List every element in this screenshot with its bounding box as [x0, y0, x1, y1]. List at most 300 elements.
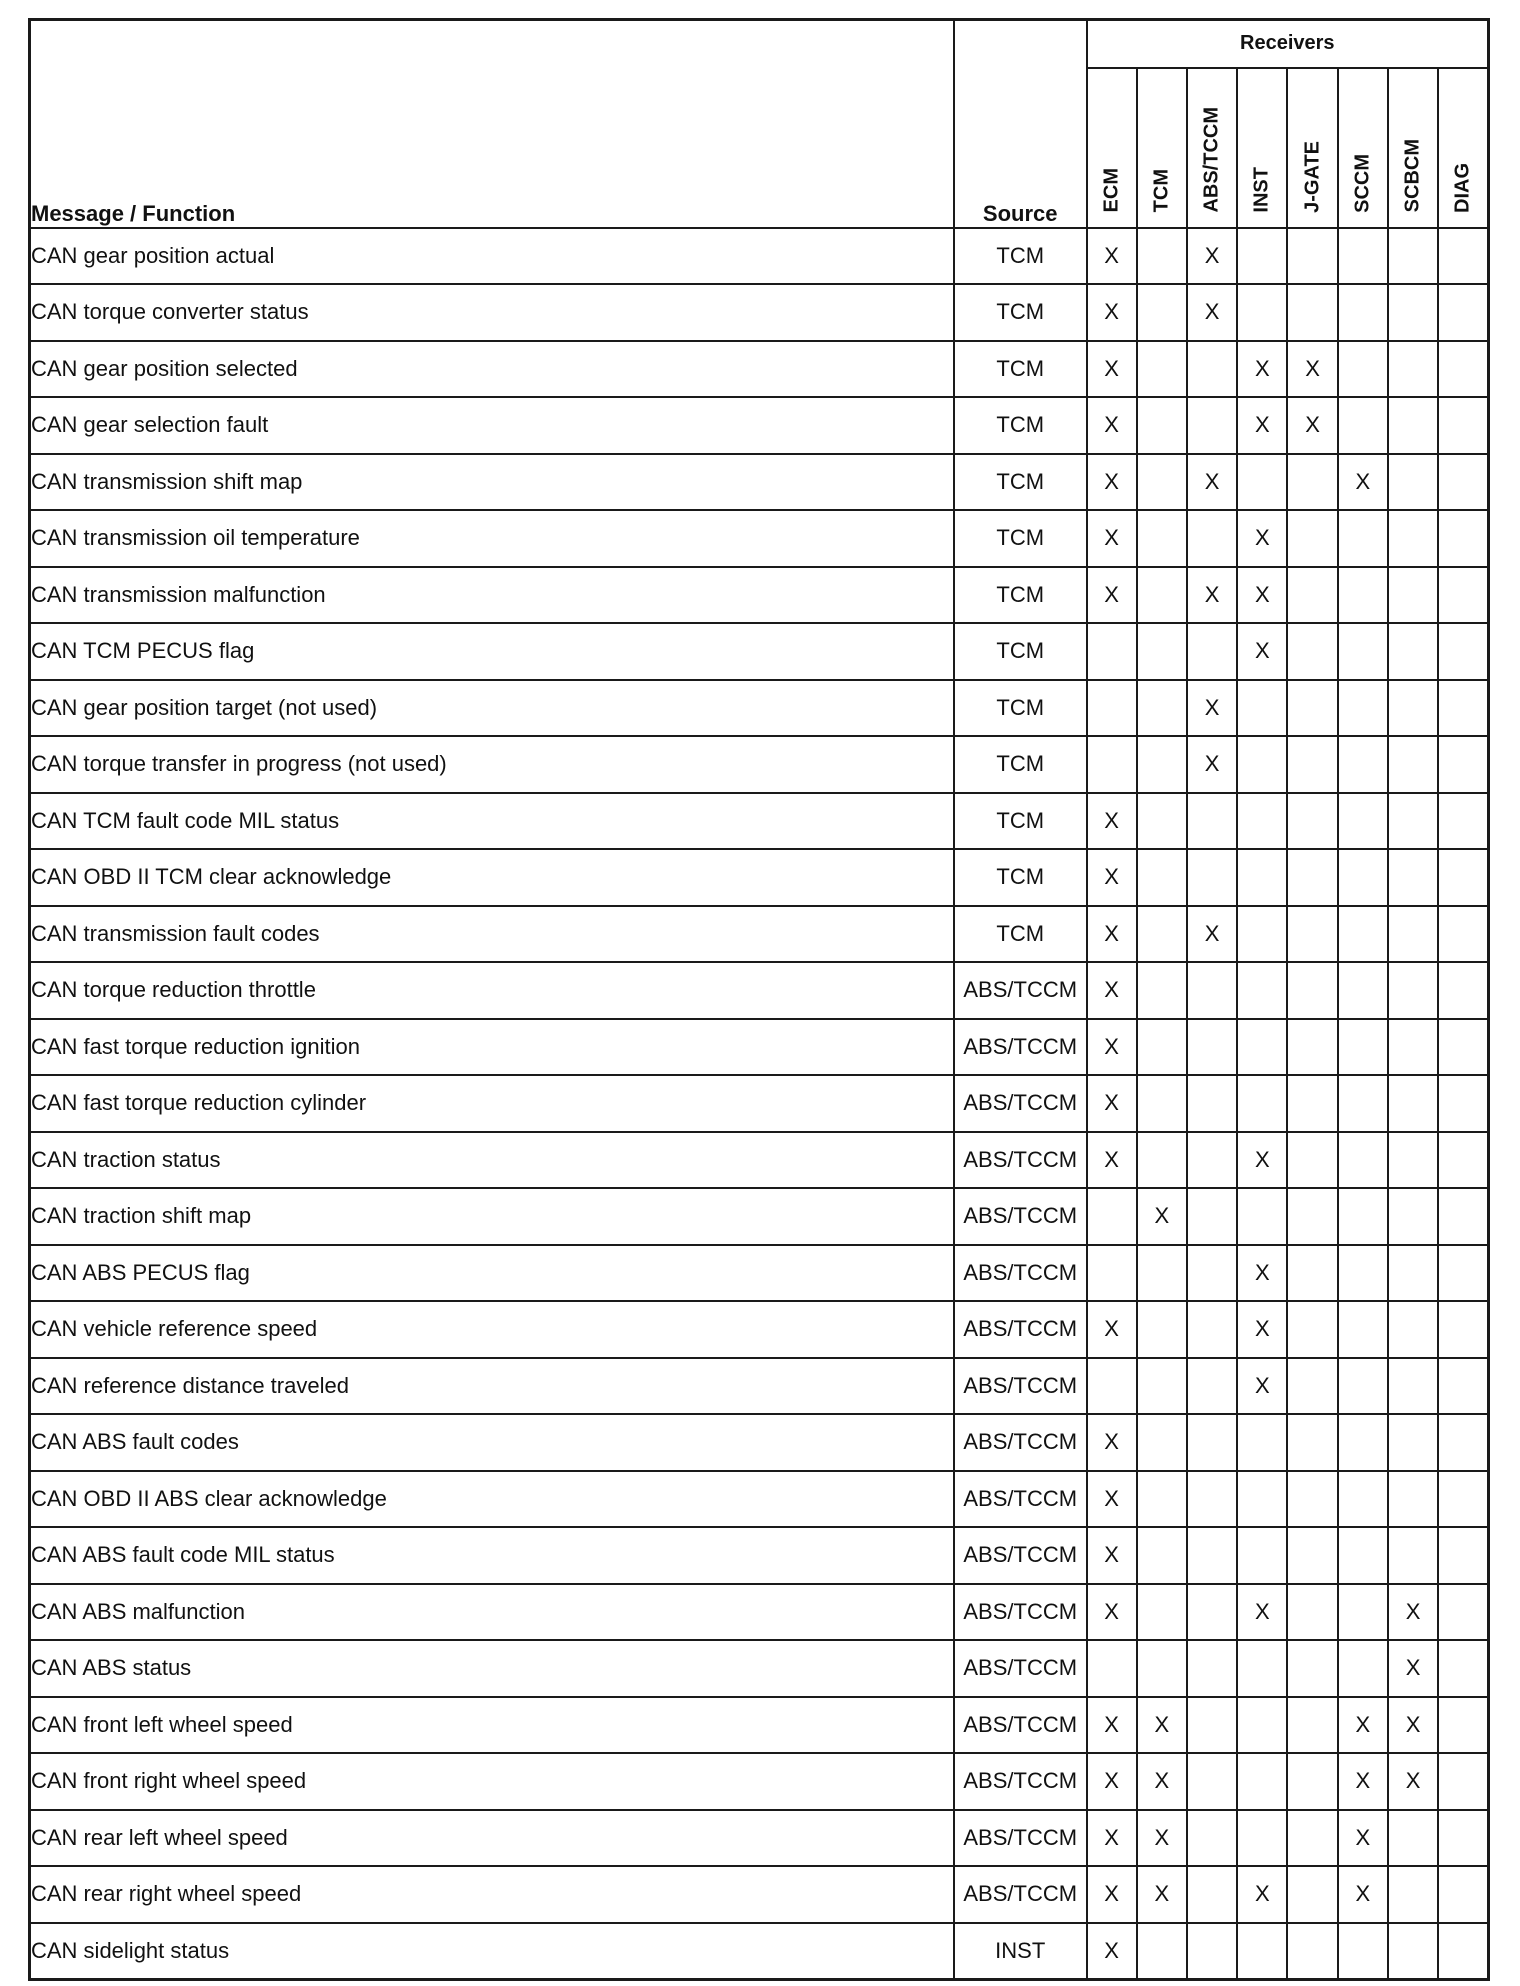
- receiver-mark-cell: [1187, 1923, 1237, 1980]
- receiver-mark-cell: [1438, 1923, 1488, 1980]
- receiver-mark-cell: [1338, 1358, 1388, 1415]
- receiver-mark-cell: [1287, 228, 1337, 285]
- receiver-mark-cell: X: [1388, 1640, 1438, 1697]
- receiver-mark-cell: [1438, 849, 1488, 906]
- receiver-mark-cell: [1137, 1132, 1187, 1189]
- receiver-mark-cell: X: [1087, 1810, 1137, 1867]
- receiver-mark-cell: [1338, 1019, 1388, 1076]
- receiver-mark-cell: [1438, 1132, 1488, 1189]
- message-cell: CAN ABS fault code MIL status: [30, 1527, 954, 1584]
- source-cell: ABS/TCCM: [954, 1132, 1087, 1189]
- receiver-mark-cell: X: [1087, 906, 1137, 963]
- receiver-mark-cell: [1338, 397, 1388, 454]
- receiver-mark-cell: [1338, 736, 1388, 793]
- source-cell: ABS/TCCM: [954, 1584, 1087, 1641]
- receiver-mark-cell: X: [1237, 397, 1287, 454]
- message-cell: CAN front left wheel speed: [30, 1697, 954, 1754]
- receiver-mark-cell: [1187, 1471, 1237, 1528]
- receiver-mark-cell: [1137, 680, 1187, 737]
- receiver-mark-cell: [1087, 680, 1137, 737]
- receiver-mark-cell: [1287, 623, 1337, 680]
- receiver-mark-cell: [1187, 623, 1237, 680]
- receiver-mark-cell: X: [1237, 1358, 1287, 1415]
- message-cell: CAN OBD II ABS clear acknowledge: [30, 1471, 954, 1528]
- receiver-mark-cell: [1338, 793, 1388, 850]
- receiver-mark-cell: X: [1287, 397, 1337, 454]
- receiver-mark-cell: [1438, 1245, 1488, 1302]
- receiver-mark-cell: [1338, 1245, 1388, 1302]
- receiver-mark-cell: [1137, 1019, 1187, 1076]
- source-cell: TCM: [954, 510, 1087, 567]
- receiver-mark-cell: [1187, 1132, 1237, 1189]
- receiver-mark-cell: [1438, 1753, 1488, 1810]
- message-cell: CAN ABS status: [30, 1640, 954, 1697]
- receiver-mark-cell: X: [1087, 1019, 1137, 1076]
- table-row: [30, 228, 1489, 285]
- receiver-mark-cell: [1137, 567, 1187, 624]
- receiver-mark-cell: [1287, 1527, 1337, 1584]
- header-row-top: [30, 20, 1489, 68]
- receiver-mark-cell: [1087, 1640, 1137, 1697]
- receiver-mark-cell: [1438, 1471, 1488, 1528]
- receiver-label: ECM: [1100, 168, 1123, 213]
- receiver-mark-cell: [1187, 341, 1237, 398]
- receivers-header: Receivers: [1087, 20, 1489, 68]
- receiver-header-tcm: [1137, 68, 1187, 228]
- receiver-mark-cell: [1438, 1697, 1488, 1754]
- receiver-mark-cell: [1287, 1414, 1337, 1471]
- receiver-mark-cell: [1338, 623, 1388, 680]
- receiver-mark-cell: [1137, 1075, 1187, 1132]
- receiver-mark-cell: X: [1388, 1584, 1438, 1641]
- receiver-mark-cell: [1237, 454, 1287, 511]
- receiver-mark-cell: [1287, 510, 1337, 567]
- receiver-mark-cell: [1338, 510, 1388, 567]
- receiver-mark-cell: [1388, 1132, 1438, 1189]
- receiver-mark-cell: [1438, 736, 1488, 793]
- receiver-mark-cell: [1287, 1697, 1337, 1754]
- table-row: [30, 793, 1489, 850]
- receiver-mark-cell: [1438, 341, 1488, 398]
- receiver-mark-cell: X: [1087, 1301, 1137, 1358]
- receiver-mark-cell: X: [1237, 1132, 1287, 1189]
- receiver-mark-cell: [1388, 1471, 1438, 1528]
- receiver-mark-cell: [1338, 1471, 1388, 1528]
- receiver-mark-cell: [1388, 510, 1438, 567]
- table-row: [30, 1358, 1489, 1415]
- receiver-mark-cell: [1287, 1301, 1337, 1358]
- receiver-mark-cell: [1187, 1414, 1237, 1471]
- message-cell: CAN transmission fault codes: [30, 906, 954, 963]
- receiver-mark-cell: X: [1388, 1753, 1438, 1810]
- receiver-label: SCBCM: [1401, 139, 1424, 213]
- table-body: [30, 228, 1489, 1980]
- receiver-mark-cell: [1287, 567, 1337, 624]
- receiver-mark-cell: [1237, 1527, 1287, 1584]
- receiver-mark-cell: [1137, 962, 1187, 1019]
- receiver-mark-cell: [1237, 1753, 1287, 1810]
- receiver-mark-cell: [1388, 906, 1438, 963]
- receiver-mark-cell: [1237, 1810, 1287, 1867]
- receiver-mark-cell: X: [1087, 397, 1137, 454]
- receiver-mark-cell: [1438, 680, 1488, 737]
- receiver-mark-cell: [1287, 1866, 1337, 1923]
- receiver-label: ABS/TCCM: [1200, 106, 1223, 213]
- receiver-mark-cell: X: [1087, 1923, 1137, 1980]
- receiver-mark-cell: X: [1338, 1753, 1388, 1810]
- receiver-mark-cell: X: [1237, 623, 1287, 680]
- receiver-mark-cell: [1388, 849, 1438, 906]
- receiver-mark-cell: [1438, 397, 1488, 454]
- receiver-mark-cell: [1137, 454, 1187, 511]
- message-cell: CAN reference distance traveled: [30, 1358, 954, 1415]
- receiver-label: TCM: [1150, 169, 1173, 213]
- receiver-mark-cell: [1287, 1188, 1337, 1245]
- message-cell: CAN gear position selected: [30, 341, 954, 398]
- receiver-mark-cell: [1187, 1640, 1237, 1697]
- receiver-mark-cell: [1087, 1245, 1137, 1302]
- message-cell: CAN gear selection fault: [30, 397, 954, 454]
- receiver-mark-cell: [1438, 1019, 1488, 1076]
- receiver-mark-cell: [1137, 1414, 1187, 1471]
- receiver-mark-cell: X: [1087, 1414, 1137, 1471]
- source-cell: ABS/TCCM: [954, 962, 1087, 1019]
- receiver-mark-cell: [1137, 736, 1187, 793]
- receiver-mark-cell: [1137, 1358, 1187, 1415]
- receiver-mark-cell: [1438, 1414, 1488, 1471]
- source-cell: ABS/TCCM: [954, 1471, 1087, 1528]
- receiver-mark-cell: [1137, 793, 1187, 850]
- receiver-mark-cell: [1438, 1584, 1488, 1641]
- receiver-mark-cell: X: [1338, 1866, 1388, 1923]
- receiver-mark-cell: X: [1137, 1188, 1187, 1245]
- receiver-mark-cell: [1187, 1245, 1237, 1302]
- receiver-mark-cell: [1388, 736, 1438, 793]
- receiver-mark-cell: [1388, 284, 1438, 341]
- receiver-mark-cell: [1287, 1019, 1337, 1076]
- receiver-mark-cell: [1388, 1810, 1438, 1867]
- receiver-mark-cell: [1438, 1527, 1488, 1584]
- receiver-mark-cell: [1237, 1019, 1287, 1076]
- receiver-mark-cell: X: [1087, 567, 1137, 624]
- message-cell: CAN traction shift map: [30, 1188, 954, 1245]
- receiver-mark-cell: [1137, 906, 1187, 963]
- receiver-mark-cell: X: [1237, 567, 1287, 624]
- receiver-mark-cell: [1287, 1923, 1337, 1980]
- table-row: [30, 1245, 1489, 1302]
- receiver-mark-cell: X: [1087, 454, 1137, 511]
- receiver-mark-cell: [1287, 1075, 1337, 1132]
- receiver-mark-cell: X: [1187, 567, 1237, 624]
- receiver-mark-cell: [1187, 1075, 1237, 1132]
- message-cell: CAN rear right wheel speed: [30, 1866, 954, 1923]
- receiver-mark-cell: [1237, 1923, 1287, 1980]
- message-cell: CAN torque transfer in progress (not used): [30, 736, 954, 793]
- receiver-mark-cell: [1287, 793, 1337, 850]
- receiver-header-inst: [1237, 68, 1287, 228]
- table-row: [30, 567, 1489, 624]
- message-cell: CAN TCM PECUS flag: [30, 623, 954, 680]
- receiver-mark-cell: [1187, 510, 1237, 567]
- source-cell: ABS/TCCM: [954, 1414, 1087, 1471]
- receiver-mark-cell: [1388, 1866, 1438, 1923]
- receiver-mark-cell: [1137, 397, 1187, 454]
- receiver-mark-cell: [1338, 228, 1388, 285]
- message-cell: CAN sidelight status: [30, 1923, 954, 1980]
- receiver-mark-cell: [1087, 1358, 1137, 1415]
- receiver-header-sccm: [1338, 68, 1388, 228]
- source-cell: TCM: [954, 454, 1087, 511]
- receiver-mark-cell: [1438, 1640, 1488, 1697]
- source-cell: INST: [954, 1923, 1087, 1980]
- receiver-mark-cell: [1237, 1188, 1287, 1245]
- receiver-mark-cell: [1388, 1245, 1438, 1302]
- receiver-mark-cell: X: [1087, 962, 1137, 1019]
- receiver-mark-cell: X: [1187, 454, 1237, 511]
- receiver-mark-cell: [1237, 1414, 1287, 1471]
- receiver-header-ecm: [1087, 68, 1137, 228]
- receiver-mark-cell: [1438, 228, 1488, 285]
- receiver-mark-cell: X: [1338, 1697, 1388, 1754]
- receiver-mark-cell: [1137, 1923, 1187, 1980]
- receiver-mark-cell: [1388, 397, 1438, 454]
- receiver-mark-cell: X: [1087, 793, 1137, 850]
- receiver-mark-cell: [1287, 1471, 1337, 1528]
- receiver-mark-cell: [1338, 1188, 1388, 1245]
- message-cell: CAN fast torque reduction ignition: [30, 1019, 954, 1076]
- receiver-mark-cell: [1137, 1245, 1187, 1302]
- receiver-mark-cell: [1187, 1301, 1237, 1358]
- receiver-header-j-gate: [1287, 68, 1337, 228]
- table-row: [30, 906, 1489, 963]
- receiver-mark-cell: [1388, 1358, 1438, 1415]
- source-cell: ABS/TCCM: [954, 1866, 1087, 1923]
- message-cell: CAN torque reduction throttle: [30, 962, 954, 1019]
- receiver-mark-cell: X: [1137, 1697, 1187, 1754]
- message-cell: CAN transmission shift map: [30, 454, 954, 511]
- receiver-label: SCCM: [1351, 153, 1374, 213]
- table-header: [30, 20, 1489, 228]
- receiver-mark-cell: [1388, 1923, 1438, 1980]
- receiver-mark-cell: [1388, 1301, 1438, 1358]
- receiver-mark-cell: X: [1087, 849, 1137, 906]
- receiver-mark-cell: [1388, 1019, 1438, 1076]
- table-row: [30, 454, 1489, 511]
- receiver-header-diag: [1438, 68, 1488, 228]
- receiver-mark-cell: X: [1187, 906, 1237, 963]
- source-header: Source: [954, 20, 1087, 228]
- message-cell: CAN rear left wheel speed: [30, 1810, 954, 1867]
- receiver-mark-cell: X: [1338, 454, 1388, 511]
- receiver-mark-cell: [1237, 962, 1287, 1019]
- receiver-mark-cell: X: [1087, 1697, 1137, 1754]
- receiver-mark-cell: X: [1388, 1697, 1438, 1754]
- receiver-mark-cell: X: [1087, 284, 1137, 341]
- table-row: [30, 397, 1489, 454]
- receiver-mark-cell: X: [1187, 284, 1237, 341]
- receiver-mark-cell: X: [1237, 341, 1287, 398]
- receiver-mark-cell: X: [1287, 341, 1337, 398]
- receiver-mark-cell: [1388, 623, 1438, 680]
- receiver-mark-cell: [1388, 680, 1438, 737]
- receiver-mark-cell: [1137, 1527, 1187, 1584]
- receiver-mark-cell: [1438, 567, 1488, 624]
- receiver-mark-cell: [1438, 1358, 1488, 1415]
- message-cell: CAN torque converter status: [30, 284, 954, 341]
- receiver-mark-cell: [1388, 567, 1438, 624]
- receiver-mark-cell: [1438, 962, 1488, 1019]
- message-cell: CAN front right wheel speed: [30, 1753, 954, 1810]
- receiver-label: INST: [1250, 166, 1273, 213]
- receiver-mark-cell: [1187, 1866, 1237, 1923]
- receiver-mark-cell: [1287, 680, 1337, 737]
- receiver-mark-cell: [1137, 623, 1187, 680]
- source-cell: ABS/TCCM: [954, 1075, 1087, 1132]
- source-cell: ABS/TCCM: [954, 1019, 1087, 1076]
- receiver-mark-cell: [1237, 228, 1287, 285]
- receiver-mark-cell: [1338, 284, 1388, 341]
- receiver-mark-cell: [1187, 1188, 1237, 1245]
- source-cell: ABS/TCCM: [954, 1188, 1087, 1245]
- receiver-mark-cell: [1187, 1697, 1237, 1754]
- table-row: [30, 1584, 1489, 1641]
- table-row: [30, 341, 1489, 398]
- source-cell: TCM: [954, 228, 1087, 285]
- receiver-mark-cell: [1137, 1584, 1187, 1641]
- source-cell: ABS/TCCM: [954, 1753, 1087, 1810]
- receiver-mark-cell: [1187, 1753, 1237, 1810]
- receiver-mark-cell: [1237, 1640, 1287, 1697]
- receiver-mark-cell: [1388, 1527, 1438, 1584]
- receiver-mark-cell: [1287, 1584, 1337, 1641]
- table-row: [30, 284, 1489, 341]
- source-cell: TCM: [954, 623, 1087, 680]
- receiver-mark-cell: [1137, 1301, 1187, 1358]
- receiver-mark-cell: [1338, 1301, 1388, 1358]
- source-cell: ABS/TCCM: [954, 1358, 1087, 1415]
- message-cell: CAN gear position target (not used): [30, 680, 954, 737]
- message-function-header: Message / Function: [30, 20, 954, 228]
- receiver-mark-cell: [1388, 341, 1438, 398]
- receiver-mark-cell: [1237, 1471, 1287, 1528]
- receiver-header-scbcm: [1388, 68, 1438, 228]
- receiver-mark-cell: [1388, 1188, 1438, 1245]
- receiver-mark-cell: [1287, 849, 1337, 906]
- receiver-mark-cell: [1087, 736, 1137, 793]
- receiver-mark-cell: [1087, 623, 1137, 680]
- source-cell: TCM: [954, 793, 1087, 850]
- receiver-mark-cell: [1388, 228, 1438, 285]
- receiver-mark-cell: [1137, 341, 1187, 398]
- receiver-mark-cell: X: [1237, 1584, 1287, 1641]
- message-cell: CAN ABS malfunction: [30, 1584, 954, 1641]
- table-row: [30, 962, 1489, 1019]
- receiver-mark-cell: [1237, 1075, 1287, 1132]
- receiver-mark-cell: [1338, 1923, 1388, 1980]
- message-cell: CAN transmission oil temperature: [30, 510, 954, 567]
- receiver-label: DIAG: [1451, 162, 1474, 213]
- receiver-mark-cell: X: [1087, 1527, 1137, 1584]
- receiver-mark-cell: [1338, 1640, 1388, 1697]
- receiver-mark-cell: [1438, 1866, 1488, 1923]
- source-cell: TCM: [954, 849, 1087, 906]
- receiver-mark-cell: [1438, 793, 1488, 850]
- receiver-mark-cell: [1187, 849, 1237, 906]
- receiver-mark-cell: [1338, 1132, 1388, 1189]
- receiver-mark-cell: [1187, 1527, 1237, 1584]
- receiver-mark-cell: [1287, 1358, 1337, 1415]
- table-row: [30, 1188, 1489, 1245]
- source-cell: ABS/TCCM: [954, 1301, 1087, 1358]
- receiver-mark-cell: [1287, 1245, 1337, 1302]
- receiver-mark-cell: [1388, 1075, 1438, 1132]
- receiver-mark-cell: X: [1087, 1075, 1137, 1132]
- receiver-mark-cell: [1338, 849, 1388, 906]
- table-row: [30, 1810, 1489, 1867]
- can-message-table: [28, 18, 1490, 1981]
- receiver-mark-cell: [1287, 1640, 1337, 1697]
- receiver-mark-cell: X: [1237, 1301, 1287, 1358]
- message-cell: CAN ABS PECUS flag: [30, 1245, 954, 1302]
- message-cell: CAN fast torque reduction cylinder: [30, 1075, 954, 1132]
- receiver-mark-cell: [1338, 341, 1388, 398]
- receiver-mark-cell: [1438, 1188, 1488, 1245]
- receiver-mark-cell: X: [1237, 1866, 1287, 1923]
- message-cell: CAN traction status: [30, 1132, 954, 1189]
- receiver-mark-cell: X: [1087, 1584, 1137, 1641]
- receiver-mark-cell: [1237, 849, 1287, 906]
- receiver-mark-cell: X: [1087, 1132, 1137, 1189]
- receiver-mark-cell: [1338, 1527, 1388, 1584]
- receiver-mark-cell: [1237, 680, 1287, 737]
- receiver-mark-cell: [1137, 849, 1187, 906]
- receiver-mark-cell: [1187, 1019, 1237, 1076]
- source-cell: ABS/TCCM: [954, 1245, 1087, 1302]
- receiver-mark-cell: X: [1137, 1866, 1187, 1923]
- receiver-mark-cell: [1087, 1188, 1137, 1245]
- receiver-mark-cell: [1338, 1414, 1388, 1471]
- receiver-mark-cell: X: [1087, 1753, 1137, 1810]
- table-row: [30, 1753, 1489, 1810]
- source-cell: ABS/TCCM: [954, 1697, 1087, 1754]
- source-cell: TCM: [954, 736, 1087, 793]
- table-row: [30, 1301, 1489, 1358]
- receiver-mark-cell: [1287, 1132, 1337, 1189]
- receiver-mark-cell: X: [1187, 228, 1237, 285]
- receiver-mark-cell: [1137, 1640, 1187, 1697]
- receiver-mark-cell: [1438, 454, 1488, 511]
- receiver-mark-cell: X: [1087, 228, 1137, 285]
- table-row: [30, 1471, 1489, 1528]
- message-cell: CAN gear position actual: [30, 228, 954, 285]
- receiver-mark-cell: [1137, 228, 1187, 285]
- table-row: [30, 510, 1489, 567]
- source-cell: ABS/TCCM: [954, 1640, 1087, 1697]
- receiver-mark-cell: [1237, 284, 1287, 341]
- receiver-mark-cell: [1187, 962, 1237, 1019]
- receiver-header-abs-tccm: [1187, 68, 1237, 228]
- source-cell: TCM: [954, 341, 1087, 398]
- receiver-mark-cell: X: [1137, 1753, 1187, 1810]
- table-row: [30, 680, 1489, 737]
- receiver-mark-cell: [1438, 510, 1488, 567]
- receiver-mark-cell: [1338, 906, 1388, 963]
- receiver-mark-cell: [1438, 623, 1488, 680]
- receiver-mark-cell: X: [1087, 341, 1137, 398]
- receiver-mark-cell: [1287, 284, 1337, 341]
- receiver-mark-cell: [1338, 567, 1388, 624]
- receiver-mark-cell: [1338, 1075, 1388, 1132]
